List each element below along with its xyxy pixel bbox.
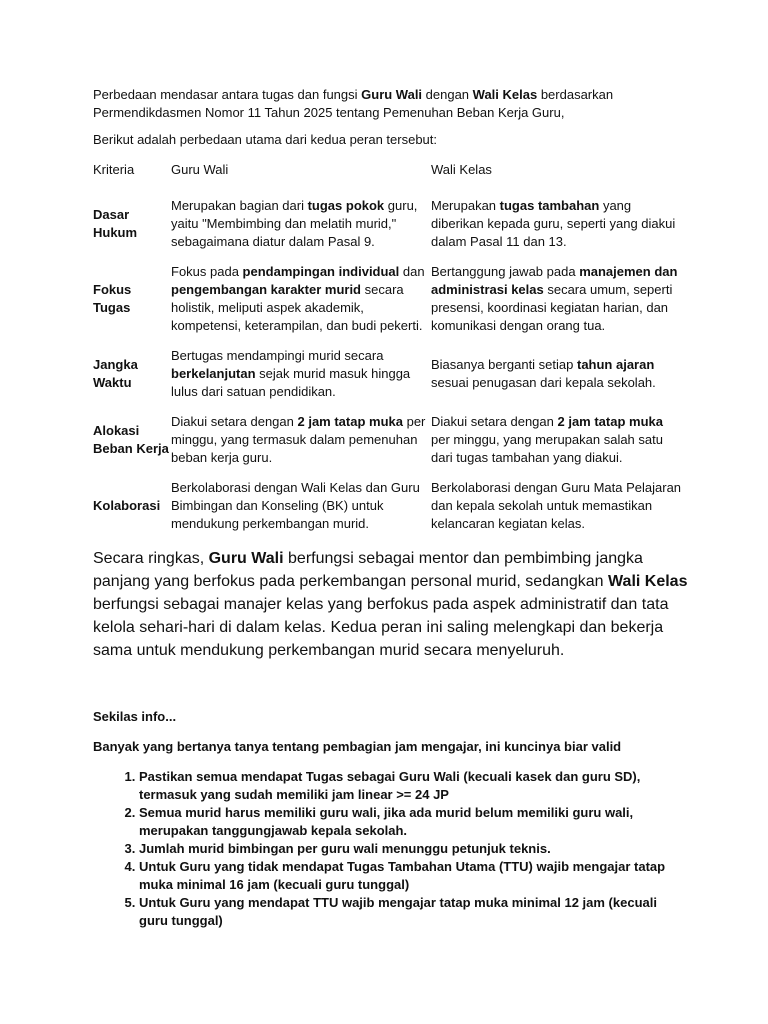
cell-emphasis: tahun ajaran xyxy=(576,357,655,372)
cell-emphasis: pengembangan karakter murid xyxy=(171,282,361,297)
cell-emphasis: pendampingan individual xyxy=(242,264,400,279)
cell-wali-kelas xyxy=(431,263,683,347)
cell-text: Berkolaborasi dengan Wali Kelas dan Guru Bimbingan dan Konseling (BK) untuk mendukung perkembangan murid. xyxy=(171,480,420,531)
summary-paragraph xyxy=(93,547,688,662)
cell-wali-kelas xyxy=(431,479,683,545)
summary-text: berfungsi sebagai manajer kelas yang berfokus pada aspek administratif dan tata kelola sehari-hari di dalam kelas. Kedua peran ini saling melengkapi dan bekerja sama untuk mendukung perkembangan murid secara menyeluruh. xyxy=(93,596,669,659)
cell-guru-wali xyxy=(171,479,431,545)
table-row xyxy=(93,263,683,347)
cell-text: Diakui setara dengan xyxy=(171,414,298,429)
table-row xyxy=(93,479,683,545)
cell-text: Merupakan xyxy=(431,198,500,213)
intro-text: Perbedaan mendasar antara tugas dan fungsi xyxy=(93,87,362,102)
table-header-row xyxy=(93,161,683,197)
cell-text: dan xyxy=(399,264,425,279)
cell-text: Diakui setara dengan xyxy=(431,414,558,429)
list-item: 3. Jumlah murid bimbingan per guru wali menunggu petunjuk teknis. xyxy=(139,840,688,858)
table-row xyxy=(93,347,683,413)
cell-kriteria: Dasar Hukum xyxy=(93,207,138,240)
header-guru-wali: Guru Wali xyxy=(171,162,229,177)
intro-text: dengan xyxy=(422,87,473,102)
intro-subtitle: Berikut adalah perbedaan utama dari kedua peran tersebut: xyxy=(93,132,438,147)
cell-wali-kelas xyxy=(431,413,683,479)
info-list xyxy=(93,768,688,930)
intro-guru-wali: Guru Wali xyxy=(361,87,423,102)
cell-text: secara umum, seperti presensi, koordinasi kegiatan harian, dan komunikasi dengan orang tua. xyxy=(431,282,673,333)
cell-kriteria: Kolaborasi xyxy=(93,498,161,513)
cell-text: sesuai penugasan dari kepala sekolah. xyxy=(431,375,656,390)
list-item: 2. Semua murid harus memiliki guru wali, jika ada murid belum memiliki guru wali, merupakan tanggungjawab kepala sekolah. xyxy=(139,804,688,840)
cell-guru-wali xyxy=(171,413,431,479)
info-intro: Banyak yang bertanya tanya tentang pembagian jam mengajar, ini kuncinya biar valid xyxy=(93,739,622,754)
cell-guru-wali xyxy=(171,347,431,413)
cell-text: secara holistik, meliputi aspek akademik, kompetensi, keterampilan, dan budi pekerti. xyxy=(171,282,423,333)
summary-wali-kelas: Wali Kelas xyxy=(608,573,688,590)
cell-guru-wali xyxy=(171,197,431,263)
summary-guru-wali: Guru Wali xyxy=(208,550,284,567)
cell-text: Biasanya berganti setiap xyxy=(431,357,577,372)
list-item: 5. Untuk Guru yang mendapat TTU wajib mengajar tatap muka minimal 12 jam (kecuali guru tunggal) xyxy=(139,894,688,930)
table-body xyxy=(93,197,683,545)
cell-text: Bertugas mendampingi murid secara xyxy=(171,348,384,363)
header-wali-kelas: Wali Kelas xyxy=(431,162,492,177)
cell-kriteria: Fokus Tugas xyxy=(93,282,132,315)
cell-text: Berkolaborasi dengan Guru Mata Pelajaran dan kepala sekolah untuk memastikan kelancaran kegiatan kelas. xyxy=(431,480,682,531)
cell-emphasis: tugas pokok xyxy=(307,198,385,213)
cell-kriteria: Alokasi Beban Kerja xyxy=(93,423,169,456)
cell-kriteria: Jangka Waktu xyxy=(93,357,138,390)
cell-text: Bertanggung jawab pada xyxy=(431,264,580,279)
intro-text: berdasarkan Permendikdasmen Nomor 11 Tahun 2025 tentang Pemenuhan Beban Kerja Guru, xyxy=(93,87,614,120)
cell-text: yang diberikan kepada guru, seperti yang diakui dalam Pasal 11 dan 13. xyxy=(431,198,676,249)
cell-text: sejak murid masuk hingga lulus dari satuan pendidikan. xyxy=(171,366,411,399)
intro-paragraph xyxy=(93,86,688,122)
table-row xyxy=(93,413,683,479)
cell-text: per minggu, yang termasuk dalam pemenuhan beban kerja guru. xyxy=(171,414,426,465)
cell-emphasis: 2 jam tatap muka xyxy=(557,414,663,429)
cell-text: Fokus pada xyxy=(171,264,243,279)
table-row xyxy=(93,197,683,263)
cell-text: per minggu, yang merupakan salah satu dari tugas tambahan yang diakui. xyxy=(431,432,663,465)
comparison-table xyxy=(93,161,683,545)
list-item: 1. Pastikan semua mendapat Tugas sebagai Guru Wali (kecuali kasek dan guru SD), termasuk yang sudah memiliki jam linear >= 24 JP xyxy=(139,768,688,804)
cell-guru-wali xyxy=(171,263,431,347)
cell-emphasis: berkelanjutan xyxy=(171,366,256,381)
summary-text: berfungsi sebagai mentor dan pembimbing jangka panjang yang berfokus pada perkembangan personal murid, sedangkan xyxy=(93,550,643,590)
cell-emphasis: manajemen dan administrasi kelas xyxy=(431,264,678,297)
cell-wali-kelas xyxy=(431,347,683,413)
header-kriteria: Kriteria xyxy=(93,162,135,177)
cell-wali-kelas xyxy=(431,197,683,263)
cell-text: Merupakan bagian dari xyxy=(171,198,308,213)
intro-wali-kelas: Wali Kelas xyxy=(472,87,538,102)
info-title: Sekilas info... xyxy=(93,709,177,724)
summary-text: Secara ringkas, xyxy=(93,550,209,567)
cell-emphasis: tugas tambahan xyxy=(499,198,600,213)
cell-text: guru, yaitu "Membimbing dan melatih murid," sebagaimana diatur dalam Pasal 9. xyxy=(171,198,418,249)
list-item: 4. Untuk Guru yang tidak mendapat Tugas Tambahan Utama (TTU) wajib mengajar tatap muka minimal 16 jam (kecuali guru tunggal) xyxy=(139,858,688,894)
cell-emphasis: 2 jam tatap muka xyxy=(297,414,403,429)
